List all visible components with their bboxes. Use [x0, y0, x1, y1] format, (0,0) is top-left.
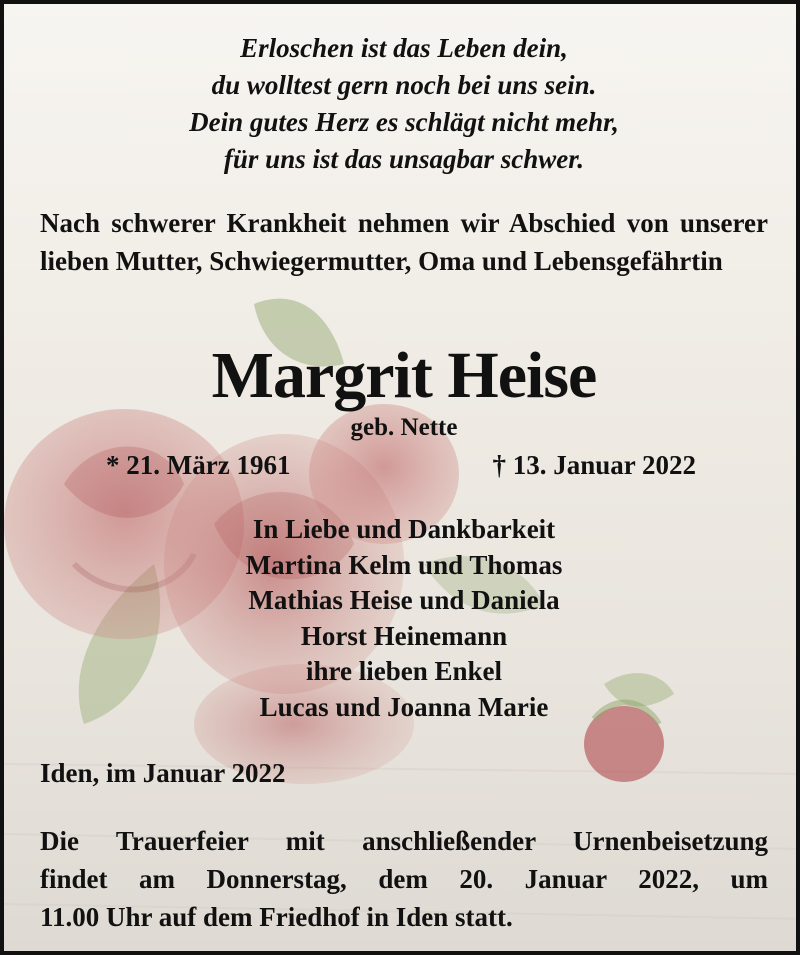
mourner-line: ihre lieben Enkel: [305, 656, 503, 686]
mourner-line: Horst Heinemann: [300, 620, 508, 651]
poem-line: Erloschen ist das Leben dein,: [240, 33, 568, 63]
mourner-line: In Liebe und Dankbarkeit: [252, 514, 556, 544]
memorial-poem: [4, 30, 800, 178]
deceased-name: Margrit Heise: [211, 339, 597, 412]
place-and-date: Iden, im Januar 2022: [40, 758, 286, 788]
poem-line: Dein gutes Herz es schlägt nicht mehr,: [189, 107, 619, 137]
funeral-line: Die Trauerfeier mit anschließender Urnenbeisetzung: [40, 826, 768, 856]
funeral-line: findet am Donnerstag, dem 20. Januar 2022, um: [40, 864, 768, 894]
life-dates: [4, 447, 800, 483]
farewell-intro: Nach schwerer Krankheit nehmen wir Abschied von unserer lieben Mutter, Schwiegermutter, Oma und Lebensgefährtin: [40, 208, 768, 276]
mourner-line: Martina Kelm und Thomas: [245, 549, 563, 580]
mourner-line: Lucas und Joanna Marie: [259, 691, 549, 722]
funeral-line: 11.00 Uhr auf dem Friedhof in Iden statt.: [40, 902, 513, 932]
birth-date: * 21. März 1961: [106, 450, 291, 480]
mourners-list: [4, 512, 800, 725]
poem-line: du wolltest gern noch bei uns sein.: [211, 70, 597, 100]
birth-name: geb. Nette: [350, 414, 458, 441]
funeral-info: [40, 822, 768, 936]
death-date: † 13. Januar 2022: [492, 450, 696, 480]
poem-line: für uns ist das unsagbar schwer.: [223, 144, 585, 174]
mourner-line: Mathias Heise und Daniela: [248, 585, 560, 615]
